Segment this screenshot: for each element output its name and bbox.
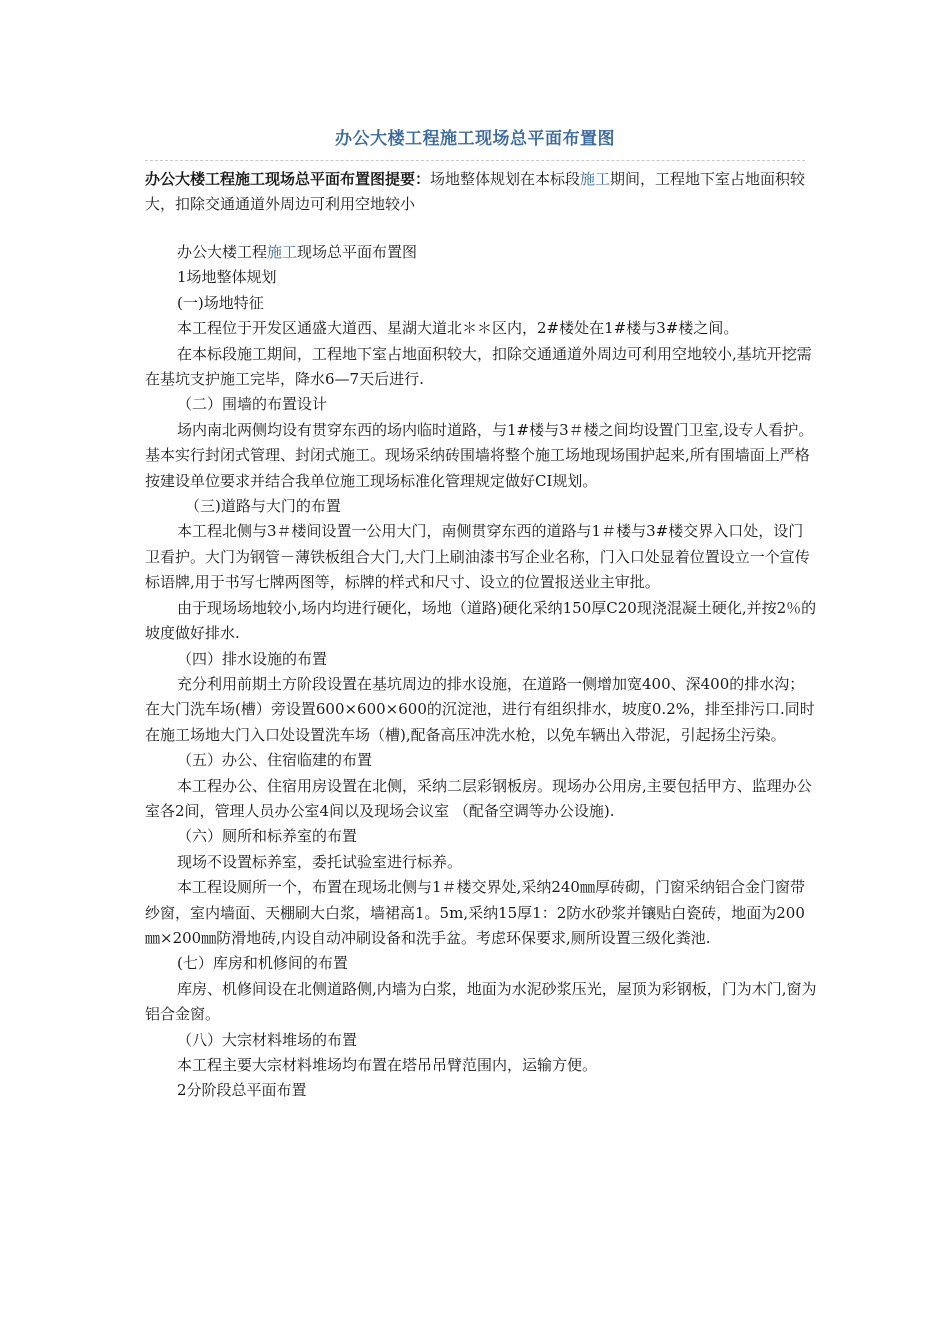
subsection-heading-8: （八）大宗材料堆场的布置 bbox=[177, 1030, 358, 1049]
document-body bbox=[145, 240, 817, 1104]
paragraph-8: 现场不设置标养室，委托试验室进行标养。 bbox=[177, 852, 463, 871]
summary-text-1: 场地整体规划在本标段 bbox=[430, 170, 581, 188]
paragraph-5: 由于现场场地较小,场内均进行硬化，场地（道路)硬化采纳150厚C20现浇混凝土硬化,并按2％的坡度做好排水. bbox=[145, 598, 817, 643]
summary-link[interactable]: 施工 bbox=[580, 170, 611, 188]
title-divider bbox=[145, 160, 805, 161]
paragraph-3: 场内南北两侧均设有贯穿东西的场内临时道路，与1#楼与3＃楼之间均设置门卫室,设专人看护。基本实行封闭式管理、封闭式施工。现场采纳砖围墙将整个施工场地现场围护起来,所有围墙面上严格按建设单位要求并结合我单位施工现场标准化管理规定做好CI规划。 bbox=[145, 420, 814, 490]
paragraph-2: 在本标段施工期间，工程地下室占地面积较大，扣除交通通道外周边可利用空地较小,基坑开挖需在基坑支护施工完毕，降水6—7天后进行. bbox=[145, 344, 812, 389]
subsection-heading-5: （五）办公、住宿临建的布置 bbox=[177, 751, 373, 770]
subsection-heading-1: (一)场地特征 bbox=[177, 293, 264, 312]
paragraph-11: 本工程主要大宗材料堆场均布置在塔吊吊臂范围内，运输方便。 bbox=[177, 1056, 598, 1074]
paragraph-9: 本工程设厕所一个，布置在现场北侧与1＃楼交界处,采纳240㎜厚砖砌，门窗采纳铝合金门窗带纱窗，室内墙面、天棚刷大白浆，墙裙高1。5m,采纳15厚1：2防水砂浆并镶贴白瓷砖，地面为200㎜×200㎜防滑地砖,内设自动冲刷设备和洗手盆。考虑环保要求,厕所设置三级化粪池. bbox=[145, 878, 805, 947]
body-heading-link[interactable]: 施工 bbox=[267, 243, 298, 261]
subsection-heading-2: （二）围墙的布置设计 bbox=[177, 395, 328, 414]
subsection-heading-7: (七）库房和机修间的布置 bbox=[177, 954, 348, 973]
section-title-2: 2分阶段总平面布置 bbox=[177, 1081, 307, 1100]
body-heading bbox=[145, 240, 817, 265]
body-heading-text-1: 办公大楼工程 bbox=[177, 243, 268, 261]
summary-text-2: 期间，工程地下室占地面积较大，扣除交通通道外周边可利用空地较小 bbox=[145, 170, 806, 213]
paragraph-1: 本工程位于开发区通盛大道西、星湖大道北＊＊区内，2#楼处在1#楼与3#楼之间。 bbox=[177, 319, 739, 338]
paragraph-4: 本工程北侧与3＃楼间设置一公用大门，南侧贯穿东西的道路与1＃楼与3#楼交界入口处，设门卫看护。大门为钢管－薄铁板组合大门,大门上刷油漆书写企业名称，门入口处显着位置设立一个宣传标语牌,用于书写七牌两图等，标牌的样式和尺寸、设立的位置报送业主审批。 bbox=[145, 522, 810, 592]
body-heading-text-2: 现场总平面布置图 bbox=[297, 243, 418, 261]
paragraph-10: 库房、机修间设在北侧道路侧,内墙为白浆，地面为水泥砂浆压光，屋顶为彩钢板，门为木门,窗为铝合金窗。 bbox=[145, 979, 817, 1024]
subsection-heading-4: （四）排水设施的布置 bbox=[177, 649, 328, 668]
section-title-1: 1场地整体规划 bbox=[177, 268, 277, 287]
summary-block bbox=[145, 167, 810, 217]
subsection-heading-3: （三)道路与大门的布置 bbox=[185, 497, 341, 516]
paragraph-7: 本工程办公、住宿用房设置在北侧，采纳二层彩钢板房。现场办公用房,主要包括甲方、监理办公室各2间，管理人员办公室4间以及现场会议室 （配备空调等办公设施). bbox=[145, 776, 812, 820]
subsection-heading-6: （六）厕所和标养室的布置 bbox=[177, 827, 358, 846]
page-title: 办公大楼工程施工现场总平面布置图 bbox=[335, 129, 615, 149]
paragraph-6: 充分利用前期土方阶段设置在基坑周边的排水设施，在道路一侧增加宽400、深400的排水沟；在大门洗车场(槽）旁设置600×600×600的沉淀池，进行有组织排水，坡度0.2%，排至排污口.同时在施工场地大门入口处设置洗车场（槽),配备高压冲洗水枪，以免车辆出入带泥，引起扬尘污染。 bbox=[145, 674, 815, 744]
summary-label: 办公大楼工程施工现场总平面布置图提要： bbox=[145, 170, 431, 188]
